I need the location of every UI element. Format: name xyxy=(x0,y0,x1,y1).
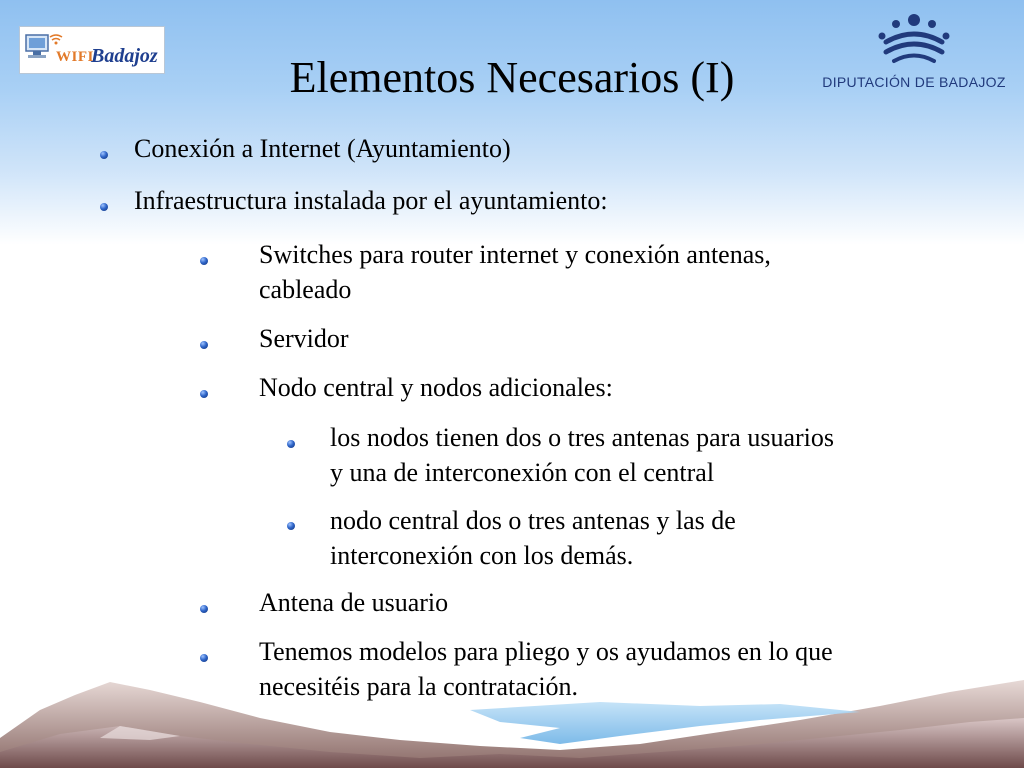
bullet-icon xyxy=(200,257,208,265)
bullet-servidor: Servidor xyxy=(259,324,349,353)
wifi-logo-text: WIFI xyxy=(56,49,94,65)
bullet-icon xyxy=(200,654,208,662)
bullet-switches-line2: cableado xyxy=(259,275,352,304)
bullet-nodos-antenas-line1: los nodos tienen dos o tres antenas para usuarios xyxy=(330,423,835,452)
bullet-nodos: Nodo central y nodos adicionales: xyxy=(259,373,613,402)
bullet-nodo-central-line1: nodo central dos o tres antenas y las de xyxy=(330,506,736,535)
bullet-nodo-central-line2: interconexión con los demás. xyxy=(330,541,634,570)
bullet-antena-usuario: Antena de usuario xyxy=(259,588,449,617)
badajoz-logo-text: Badajoz xyxy=(91,45,158,67)
bullet-icon xyxy=(287,522,295,530)
slide-title: Elementos Necesarios (I) xyxy=(289,53,735,102)
bullet-icon xyxy=(100,203,108,211)
bullet-icon xyxy=(200,390,208,398)
diputacion-logo-text: DIPUTACIÓN DE BADAJOZ xyxy=(822,74,1006,90)
bullet-switches-line1: Switches para router internet y conexión antenas, xyxy=(259,240,771,269)
bullet-modelos-pliego-line2: necesitéis para la contratación. xyxy=(259,672,579,701)
bullet-icon xyxy=(200,605,208,613)
bullet-icon xyxy=(100,151,108,159)
bullet-icon xyxy=(287,440,295,448)
bullet-icon xyxy=(200,341,208,349)
bullet-infraestructura: Infraestructura instalada por el ayuntamiento: xyxy=(134,186,608,215)
bullet-conexion-internet: Conexión a Internet (Ayuntamiento) xyxy=(134,134,511,163)
bullet-modelos-pliego-line1: Tenemos modelos para pliego y os ayudamos en lo que xyxy=(259,637,833,666)
bullet-nodos-antenas-line2: y una de interconexión con el central xyxy=(330,458,715,487)
